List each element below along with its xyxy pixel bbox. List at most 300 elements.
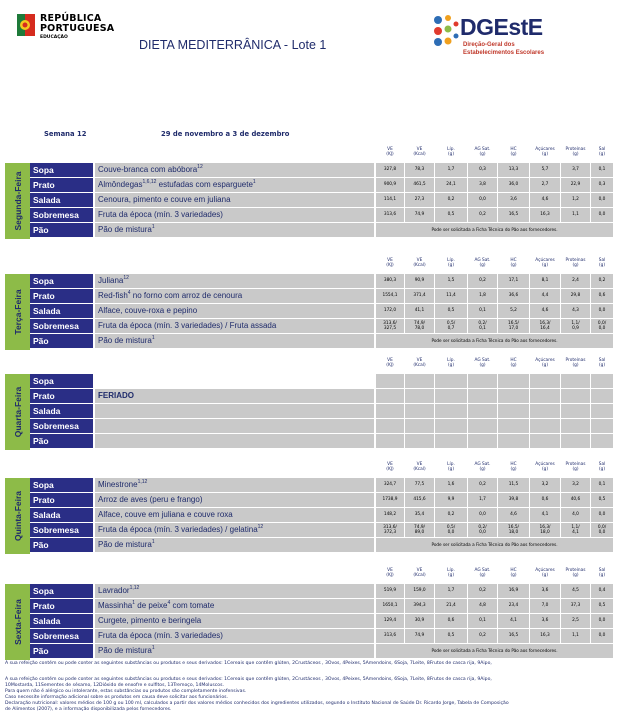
- dish-text: com tomate: [170, 601, 215, 610]
- column-header-name: Líp.: [447, 358, 455, 363]
- column-header: [376, 357, 404, 373]
- day-tab: [5, 478, 30, 554]
- portugal-shield-icon: [17, 12, 37, 40]
- week-date-range: 29 de novembro a 3 de dezembro: [161, 130, 290, 138]
- nutrition-value: 1,8: [468, 289, 497, 303]
- nutrition-declaration-1: Declaração nutricional: valores médios de 100 g ou 100 ml, calculados a partir dos valores médios conhecidos dos ingredientes utilizados, segundo o Instituto Nacional de Saúde Dr. Ricardo Jorge, Tabela de Composição: [5, 701, 509, 706]
- nutrition-value: 24,1: [435, 178, 467, 192]
- menu-row: [30, 289, 613, 304]
- column-header-unit: (KJ): [386, 467, 394, 472]
- allergen-superscript: 12: [257, 524, 264, 530]
- nutrition-value: [468, 419, 497, 433]
- nutrition-value: [591, 374, 613, 388]
- nutrition-value: 0,2/ 0,0: [468, 523, 497, 537]
- nutrition-value: 16,3: [530, 629, 560, 643]
- column-header: [376, 257, 404, 273]
- column-header-unit: (g): [479, 573, 486, 578]
- day-name: Segunda-Feira: [12, 171, 23, 231]
- nutrition-value: 11,5: [498, 478, 529, 492]
- nutrition-value: 29,8: [561, 289, 590, 303]
- column-header: [376, 146, 404, 162]
- nutrition-value: [405, 389, 434, 403]
- column-header-unit: (g): [447, 152, 455, 157]
- column-header: [530, 146, 560, 162]
- column-header: [530, 567, 560, 583]
- column-header-unit: (g): [541, 467, 549, 472]
- column-header: [498, 357, 529, 373]
- allergen-note-4: Para quem não é alérgico ou intolerante, estas substâncias ou produtos são completamente inofensivas.: [5, 689, 247, 694]
- column-header: [561, 357, 590, 373]
- nutrition-value: 0,3: [591, 178, 613, 192]
- nutrition-value: [376, 419, 404, 433]
- nutrition-value: 380,3: [376, 274, 404, 288]
- dish-name: [95, 178, 374, 192]
- column-header: [435, 357, 467, 373]
- nutrition-value: 0,6: [530, 493, 560, 507]
- nutrition-value: [498, 389, 529, 403]
- menu-row: [30, 614, 613, 629]
- nutrition-value: 3,6: [530, 614, 560, 628]
- nutrition-value: 0,1: [468, 614, 497, 628]
- dish-name: [95, 163, 374, 177]
- nutrition-value: 0,1: [468, 304, 497, 318]
- column-header-name: Líp.: [447, 258, 455, 263]
- column-header: [405, 357, 434, 373]
- nutrition-value: [405, 374, 434, 388]
- nutrition-value: 1,7: [435, 584, 467, 598]
- nutrition-value: 40,6: [561, 493, 590, 507]
- course-label: Prato: [30, 493, 93, 507]
- nutrition-value: [435, 419, 467, 433]
- nutrition-value: 17,1: [498, 274, 529, 288]
- nutrition-value: 0,0: [591, 508, 613, 522]
- nutrition-value: 35,4: [405, 508, 434, 522]
- dish-text: Curgete, pimento e beringela: [98, 616, 202, 625]
- course-label: Salada: [30, 193, 93, 207]
- menu-row: [30, 208, 613, 223]
- column-header-unit: (g): [447, 363, 455, 368]
- nutrition-value: 4,6: [498, 508, 529, 522]
- course-label: Sopa: [30, 478, 93, 492]
- column-header-unit: (g): [598, 467, 606, 472]
- column-header-name: AG Sat.: [474, 358, 491, 363]
- dgeste-wordmark: DGEstE: [460, 14, 543, 40]
- nutrition-value: 0,5: [435, 629, 467, 643]
- nutrition-value: 327,8: [376, 163, 404, 177]
- nutrition-value: 0,0/ 0,0: [591, 319, 613, 333]
- day-block: [5, 567, 613, 661]
- column-header-unit: (g): [572, 263, 579, 268]
- column-header-name: AG Sat.: [474, 568, 491, 573]
- nutrition-value: 16,3/ 16,4: [530, 319, 560, 333]
- dish-text: estufadas com esparguete: [156, 180, 253, 189]
- dish-text: Minestrone: [98, 480, 138, 489]
- column-header-name: Líp.: [447, 568, 455, 573]
- nutrition-value: 0,0: [591, 629, 613, 643]
- menu-row: [30, 389, 613, 404]
- course-label: Prato: [30, 599, 93, 613]
- day-name: Terça-Feira: [12, 289, 23, 335]
- column-header-unit: (g): [598, 263, 606, 268]
- column-header: [561, 567, 590, 583]
- nutrition-value: [376, 374, 404, 388]
- column-header-name: Açúcares: [535, 358, 555, 363]
- nutrition-value: 0,1: [591, 163, 613, 177]
- menu-row: [30, 304, 613, 319]
- nutrition-value: 41,1: [405, 304, 434, 318]
- column-header: [435, 257, 467, 273]
- column-header-name: Proteínas: [565, 147, 586, 152]
- dish-name: [95, 223, 374, 237]
- nutrition-value: 0,2: [435, 193, 467, 207]
- column-header-unit: (g): [510, 152, 517, 157]
- nutrition-value: [435, 389, 467, 403]
- column-header: [435, 146, 467, 162]
- column-header-unit: (g): [572, 152, 579, 157]
- column-header-unit: (g): [479, 467, 486, 472]
- column-header-name: Proteínas: [565, 358, 586, 363]
- column-header-unit: (KJ): [386, 363, 394, 368]
- nutrition-header-row: [30, 461, 613, 477]
- column-header: [498, 146, 529, 162]
- nutrition-value: 0,0: [591, 304, 613, 318]
- nutrition-value: 27,3: [405, 193, 434, 207]
- nutrition-value: 30,9: [405, 614, 434, 628]
- course-label: Pão: [30, 538, 93, 552]
- course-label: Pão: [30, 644, 93, 658]
- nutrition-value: 2,4: [561, 274, 590, 288]
- nutrition-value: [405, 419, 434, 433]
- column-header-unit: (g): [447, 263, 455, 268]
- nutrition-value: [376, 404, 404, 418]
- nutrition-value: [376, 434, 404, 448]
- nutrition-value: 148,2: [376, 508, 404, 522]
- column-header-unit: (g): [541, 152, 549, 157]
- allergen-superscript: 1,6,12: [142, 179, 157, 185]
- bread-note: Pode ser solicitada a Ficha Técnica do Pão aos fornecedores.: [376, 644, 613, 658]
- dish-text: Pão de mistura: [98, 646, 152, 655]
- nutrition-header-row: [30, 357, 613, 373]
- bread-note: Pode ser solicitada a Ficha Técnica do Pão aos fornecedores.: [376, 538, 613, 552]
- column-header: [530, 461, 560, 477]
- nutrition-value: 2,5: [561, 614, 590, 628]
- column-header: [405, 257, 434, 273]
- day-tab: [5, 374, 30, 450]
- nutrition-value: 4,6: [530, 304, 560, 318]
- nutrition-value: 74,9/ 89,0: [405, 523, 434, 537]
- nutrition-value: 313,6/ 327,5: [376, 319, 404, 333]
- column-header-unit: (g): [572, 363, 579, 368]
- menu-row: [30, 493, 613, 508]
- nutrition-value: 3,7: [561, 163, 590, 177]
- allergen-superscript: 1,12: [129, 585, 140, 591]
- day-name: Sexta-Feira: [12, 599, 23, 645]
- dish-text: Almôndegas: [98, 180, 143, 189]
- nutrition-value: 90,9: [405, 274, 434, 288]
- nutrition-value: [530, 419, 560, 433]
- nutrition-value: 78,3: [405, 163, 434, 177]
- allergen-note-1: A sua refeição contém ou pode conter as seguintes substâncias ou produtos e seus derivados: 1Cereais que contêm glúten, 2Crustáceos , 3Ovos, 4Peixes, 5Amendoins, 6Soja, 7Leite, 8Frutos de casca rija, 9Aipo,: [5, 661, 492, 666]
- allergen-superscript: 12: [197, 164, 203, 170]
- day-name: Quarta-Feira: [12, 386, 23, 438]
- dgeste-subtitle-1: Direção-Geral dos: [463, 42, 515, 48]
- nutrition-value: [405, 434, 434, 448]
- column-header: [468, 567, 497, 583]
- column-header-name: VE: [387, 568, 393, 573]
- nutrition-value: 0,4: [591, 584, 613, 598]
- column-header-unit: (Kcal): [413, 573, 426, 578]
- dish-name: [95, 629, 374, 643]
- nutrition-value: 3,6: [498, 193, 529, 207]
- allergen-superscript: 4: [127, 290, 131, 296]
- dish-text: Pão de mistura: [98, 540, 152, 549]
- nutrition-value: 16,3: [530, 208, 560, 222]
- column-header-name: HC: [510, 568, 517, 573]
- nutrition-value: [405, 404, 434, 418]
- menu-row: [30, 419, 613, 434]
- column-header-unit: (g): [598, 363, 606, 368]
- column-header: [376, 567, 404, 583]
- dish-text: Alface, couve-roxa e pepino: [98, 306, 198, 315]
- column-header-unit: (Kcal): [413, 363, 426, 368]
- column-header-unit: (g): [598, 573, 606, 578]
- menu-row: [30, 319, 613, 334]
- day-block: [5, 146, 613, 240]
- column-header-name: Proteínas: [565, 568, 586, 573]
- nutrition-value: 3,2: [530, 478, 560, 492]
- nutrition-value: 16,5: [498, 208, 529, 222]
- nutrition-value: 4,5: [561, 584, 590, 598]
- nutrition-value: 900,9: [376, 178, 404, 192]
- nutrition-value: 114,1: [376, 193, 404, 207]
- nutrition-value: [561, 419, 590, 433]
- dish-name: [95, 304, 374, 318]
- nutrition-value: [530, 404, 560, 418]
- column-header-unit: (g): [598, 152, 606, 157]
- nutrition-value: [435, 374, 467, 388]
- column-header: [530, 357, 560, 373]
- column-header: [435, 567, 467, 583]
- column-header-name: Sal: [598, 568, 606, 573]
- nutrition-value: 313,6: [376, 629, 404, 643]
- column-header-name: Sal: [598, 258, 606, 263]
- nutrition-value: [435, 434, 467, 448]
- dgeste-dots-icon: [432, 14, 460, 54]
- republica-portuguesa-logo: [17, 12, 113, 44]
- menu-row: [30, 334, 613, 349]
- dish-text: Red-fish: [98, 291, 128, 300]
- dish-text: Cenoura, pimento e couve em juliana: [98, 195, 231, 204]
- menu-row: [30, 163, 613, 178]
- nutrition-value: 371,4: [405, 289, 434, 303]
- nutrition-value: [591, 404, 613, 418]
- nutrition-value: 1,1: [561, 208, 590, 222]
- allergen-superscript: 1: [132, 600, 136, 606]
- nutrition-value: 77,5: [405, 478, 434, 492]
- course-label: Pão: [30, 334, 93, 348]
- course-label: Prato: [30, 178, 93, 192]
- nutrition-value: 461,5: [405, 178, 434, 192]
- column-header-unit: (g): [479, 363, 486, 368]
- allergen-note-2: A sua refeição contém ou pode conter as seguintes substâncias ou produtos e seus derivados: 1Cereais que contêm glúten, 2Crustáceos , 3Ovos, 4Peixes, 5Amendoins, 6Soja, 7Leite, 8Frutos de casca rija, 9Aipo,: [5, 677, 492, 682]
- dish-name: [95, 319, 374, 333]
- nutrition-value: 36,0: [498, 178, 529, 192]
- day-name: Quinta-Feira: [12, 490, 23, 542]
- day-block: [5, 461, 613, 555]
- nutrition-value: [591, 389, 613, 403]
- course-label: Prato: [30, 289, 93, 303]
- column-header: [498, 567, 529, 583]
- nutrition-value: 0,2/ 0,1: [468, 319, 497, 333]
- course-label: Pão: [30, 223, 93, 237]
- nutrition-value: 4,1: [530, 508, 560, 522]
- course-label: Sobremesa: [30, 629, 93, 643]
- nutrition-value: 0,5: [591, 599, 613, 613]
- menu-row: [30, 478, 613, 493]
- nutrition-value: 0,5: [435, 304, 467, 318]
- column-header-name: HC: [510, 358, 517, 363]
- nutrition-value: 0,5/ 0,0: [435, 523, 467, 537]
- dish-name: [95, 644, 374, 658]
- nutrition-value: 0,1: [591, 478, 613, 492]
- column-header-name: Sal: [598, 358, 606, 363]
- column-header-name: Líp.: [447, 462, 455, 467]
- column-header-name: VE: [387, 358, 393, 363]
- nutrition-value: [561, 389, 590, 403]
- dish-name: [95, 434, 374, 448]
- dish-text: Fruta da época (mín. 3 variedades) / Fruta assada: [98, 321, 277, 330]
- nutrition-value: 1554,1: [376, 289, 404, 303]
- dish-text: Juliana: [98, 276, 124, 285]
- nutrition-value: 1,2: [561, 193, 590, 207]
- menu-row: [30, 538, 613, 553]
- column-header-name: AG Sat.: [474, 462, 491, 467]
- column-header-name: VE: [416, 568, 423, 573]
- nutrition-value: [591, 434, 613, 448]
- nutrition-value: [561, 374, 590, 388]
- dish-name: [95, 374, 374, 388]
- menu-row: [30, 584, 613, 599]
- column-header: [561, 461, 590, 477]
- nutrition-value: [468, 389, 497, 403]
- gov-line-3: EDUCAÇÃO: [40, 35, 68, 40]
- column-header-unit: (g): [510, 363, 517, 368]
- column-header: [405, 567, 434, 583]
- column-header-name: VE: [416, 358, 423, 363]
- course-label: Salada: [30, 508, 93, 522]
- column-header-name: Açúcares: [535, 568, 555, 573]
- nutrition-value: 0,5: [591, 493, 613, 507]
- allergen-superscript: 1: [151, 335, 155, 341]
- nutrition-value: 1,1/ 4,1: [561, 523, 590, 537]
- column-header-name: Açúcares: [535, 147, 555, 152]
- nutrition-value: 519,9: [376, 584, 404, 598]
- allergen-superscript: 1,12: [137, 479, 148, 485]
- column-header: [435, 461, 467, 477]
- dish-name: [95, 508, 374, 522]
- nutrition-value: 415,6: [405, 493, 434, 507]
- nutrition-value: 1650,1: [376, 599, 404, 613]
- column-header: [591, 357, 613, 373]
- nutrition-value: [530, 374, 560, 388]
- menu-row: [30, 193, 613, 208]
- column-header-unit: (g): [447, 467, 455, 472]
- column-header-unit: (Kcal): [413, 152, 426, 157]
- column-header-name: VE: [416, 462, 423, 467]
- column-header-unit: (g): [541, 263, 549, 268]
- nutrition-value: [376, 389, 404, 403]
- nutrition-value: [561, 434, 590, 448]
- nutrition-value: 4,4: [530, 289, 560, 303]
- nutrition-value: 2,7: [530, 178, 560, 192]
- nutrition-value: 1,1/ 0,9: [561, 319, 590, 333]
- nutrition-value: 23,4: [498, 599, 529, 613]
- menu-row: [30, 629, 613, 644]
- nutrition-value: 16,5/ 17,0: [498, 319, 529, 333]
- nutrition-value: 0,6: [591, 289, 613, 303]
- nutrition-value: 3,6: [530, 584, 560, 598]
- nutrition-value: [498, 419, 529, 433]
- nutrition-value: 7,0: [530, 599, 560, 613]
- nutrition-value: 1,7: [468, 493, 497, 507]
- nutrition-value: 3,2: [561, 478, 590, 492]
- nutrition-value: 0,0: [591, 193, 613, 207]
- nutrition-header-row: [30, 257, 613, 273]
- dish-name: [95, 193, 374, 207]
- nutrition-value: 9,9: [435, 493, 467, 507]
- nutrition-value: 74,9: [405, 208, 434, 222]
- nutrition-value: 0,5: [435, 208, 467, 222]
- nutrition-value: 0,0/ 0,0: [591, 523, 613, 537]
- nutrition-value: 1,1: [561, 629, 590, 643]
- nutrition-value: 0,2: [435, 508, 467, 522]
- nutrition-value: 0,2: [468, 584, 497, 598]
- course-label: Sobremesa: [30, 319, 93, 333]
- course-label: Salada: [30, 304, 93, 318]
- nutrition-value: 172,0: [376, 304, 404, 318]
- dgeste-subtitle-2: Estabelecimentos Escolares: [463, 50, 545, 56]
- day-tab: [5, 584, 30, 660]
- dish-name: [95, 389, 374, 403]
- nutrition-value: [435, 404, 467, 418]
- nutrition-value: [530, 389, 560, 403]
- nutrition-value: 313,6/ 372,3: [376, 523, 404, 537]
- menu-row: [30, 404, 613, 419]
- nutrition-value: 74,9: [405, 629, 434, 643]
- nutrition-value: 22,9: [561, 178, 590, 192]
- course-label: Pão: [30, 434, 93, 448]
- menu-row: [30, 178, 613, 193]
- column-header: [561, 146, 590, 162]
- nutrition-value: 0,0: [468, 193, 497, 207]
- column-header: [591, 461, 613, 477]
- nutrition-value: 5,2: [498, 304, 529, 318]
- dish-name: [95, 493, 374, 507]
- menu-row: [30, 274, 613, 289]
- column-header-name: Proteínas: [565, 258, 586, 263]
- nutrition-value: 13,3: [498, 163, 529, 177]
- dish-name: [95, 404, 374, 418]
- nutrition-value: 16,3/ 18,0: [530, 523, 560, 537]
- dish-text: de peixe: [135, 601, 168, 610]
- column-header-unit: (g): [447, 573, 455, 578]
- nutrition-value: 0,0: [591, 208, 613, 222]
- column-header: [468, 257, 497, 273]
- dish-name: [95, 419, 374, 433]
- column-header-unit: (KJ): [386, 573, 394, 578]
- nutrition-value: [468, 404, 497, 418]
- nutrition-value: 0,6: [435, 614, 467, 628]
